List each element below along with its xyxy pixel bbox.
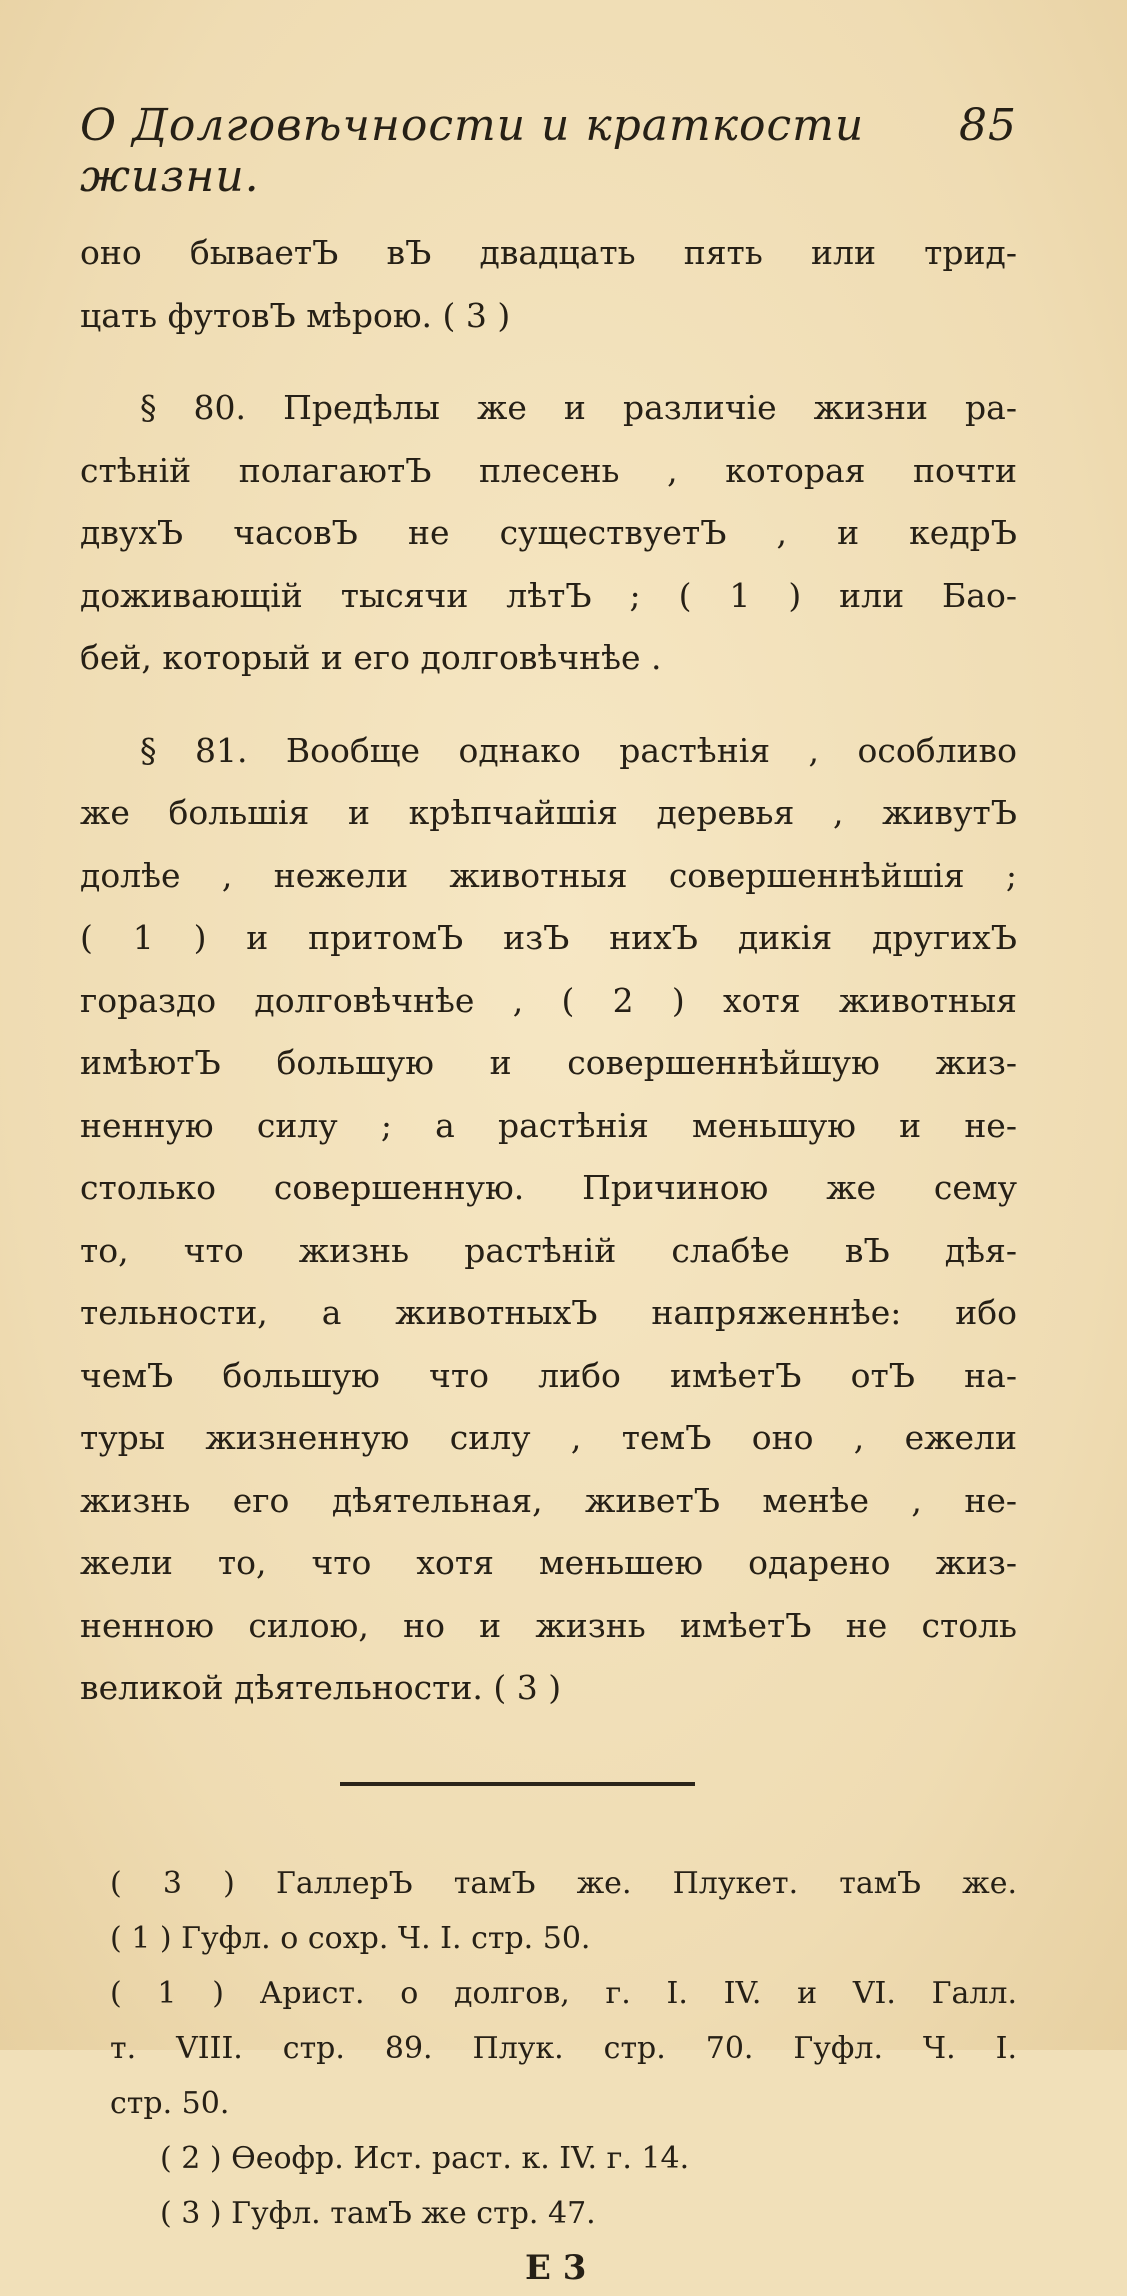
signature-mark: Е 3 [525,2247,587,2288]
text-line: ненную силу ; а растѣнія меньшую и не- [80,1105,1017,1145]
footnote-line: ( 2 ) Ѳеофр. Ист. раст. к. IV. г. 14. [160,2140,690,2176]
text-line: ненною силою, но и жизнь имѣетЪ не столь [80,1605,1017,1645]
text-line: двухЪ часовЪ не существуетЪ , и кедрЪ [80,513,1017,552]
footnote-line: стр. 50. [110,2085,230,2121]
text-line: тельности, а животныхЪ напряженнѣе: ибо [80,1293,1017,1332]
text-line: столько совершенную. Причиною же сему [80,1168,1017,1207]
text-line: стѣній полагаютЪ плесень , которая почти [80,450,1017,490]
footnote-line: ( 3 ) ГаллерЪ тамЪ же. Плукет. тамЪ же. [110,1865,1017,1901]
text-line: жизнь его дѣятельная, живетЪ менѣе , не- [80,1480,1017,1520]
text-line: великой дѣятельности. ( 3 ) [80,1668,562,1707]
body-text [80,222,1017,1720]
text-line: § 81. Вообще однако растѣнія , особливо [140,730,1017,770]
text-line: же большія и крѣпчайшія деревья , живутЪ [80,793,1017,832]
text-line: то, что жизнь растѣній слабѣе вЪ дѣя- [80,1230,1017,1270]
text-line: жели то, что хотя меньшею одарено жиз- [80,1543,1017,1582]
text-line: долѣе , нежели животныя совершеннѣйшія ; [80,855,1017,895]
footnote-rule [340,1782,695,1786]
text-line: доживающій тысячи лѣтЪ ; ( 1 ) или Бао- [80,575,1017,615]
text-line: имѣютЪ большую и совершеннѣйшую жиз- [80,1043,1017,1082]
page-number: 85 [959,100,1017,151]
footnote-line: ( 1 ) Гуфл. о сохр. Ч. I. стр. 50. [110,1920,591,1956]
text-line: оно бываетЪ вЪ двадцать пять или трид- [80,233,1017,272]
footnote-line: ( 1 ) Арист. о долгов, г. I. IV. и VI. Галл. [110,1975,1017,2011]
footnote-line: ( 3 ) Гуфл. тамЪ же стр. 47. [160,2195,596,2231]
running-head-title: О Долговѣчности и краткости жизни. [80,100,865,202]
text-line: гораздо долговѣчнѣе , ( 2 ) хотя животныя [80,980,1017,1020]
footnotes [80,1856,1017,2241]
text-line: § 80. Предѣлы же и различіе жизни ра- [140,388,1017,427]
footnote-line: т. VIII. стр. 89. Плук. стр. 70. Гуфл. Ч. I. [110,2030,1017,2066]
text-line: бей, который и его долговѣчнѣе . [80,638,662,677]
running-head [80,100,1017,202]
text-line: цать футовЪ мѣрою. ( 3 ) [80,295,511,335]
text-line: туры жизненную силу , темЪ оно , ежели [80,1418,1017,1457]
text-line: чемЪ большую что либо имѣетЪ отЪ на- [80,1355,1017,1395]
text-line: ( 1 ) и притомЪ изЪ нихЪ дикія другихЪ [80,918,1017,957]
